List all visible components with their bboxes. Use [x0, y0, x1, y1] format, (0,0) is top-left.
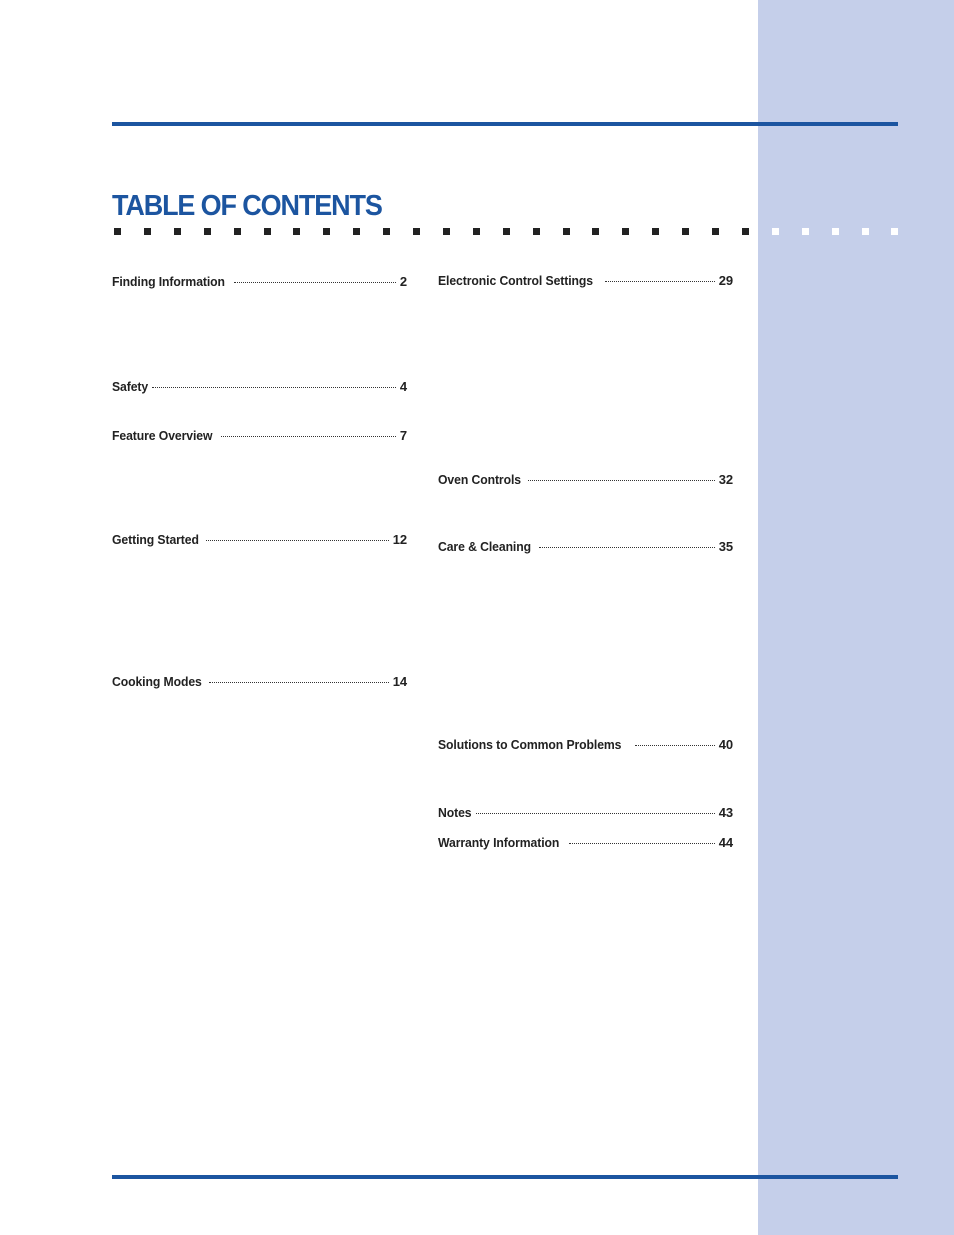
toc-entry-getting-started[interactable] [112, 532, 407, 550]
divider-dot [622, 228, 629, 235]
toc-label: Electronic Control Settings [438, 273, 593, 288]
toc-page-number: 12 [392, 532, 407, 547]
toc-label: Oven Controls [438, 472, 521, 487]
toc-leader [569, 842, 715, 844]
divider-dot [323, 228, 330, 235]
toc-leader [605, 280, 715, 282]
toc-entry-warranty-information[interactable] [438, 835, 733, 853]
toc-leader [209, 681, 388, 683]
divider-dot [862, 228, 869, 235]
toc-entry-solutions-common-problems[interactable] [438, 737, 733, 755]
divider-dot [592, 228, 599, 235]
toc-leader [476, 812, 715, 814]
toc-leader [539, 546, 715, 548]
toc-label: Getting Started [112, 532, 199, 547]
bottom-rule [112, 1175, 898, 1179]
divider-dot [742, 228, 749, 235]
toc-label: Care & Cleaning [438, 539, 531, 554]
divider-dot [293, 228, 300, 235]
divider-dot [204, 228, 211, 235]
divider-dot [473, 228, 480, 235]
toc-entry-safety[interactable] [112, 379, 407, 397]
toc-entry-feature-overview[interactable] [112, 428, 407, 446]
toc-label: Notes [438, 805, 472, 820]
toc-label: Finding Information [112, 274, 225, 289]
divider-dot [712, 228, 719, 235]
toc-page-number: 2 [399, 274, 407, 289]
toc-label: Safety [112, 379, 149, 394]
toc-label: Solutions to Common Problems [438, 737, 622, 752]
toc-leader [152, 386, 395, 388]
toc-entry-notes[interactable] [438, 805, 733, 823]
toc-leader [635, 744, 715, 746]
divider-dot [802, 228, 809, 235]
toc-page-number: 44 [718, 835, 733, 850]
toc-entry-oven-controls[interactable] [438, 472, 733, 490]
toc-leader [221, 435, 396, 437]
toc-page-number: 35 [718, 539, 733, 554]
toc-page-number: 4 [399, 379, 407, 394]
side-band [758, 0, 954, 1235]
toc-page-number: 32 [718, 472, 733, 487]
toc-label: Warranty Information [438, 835, 560, 850]
toc-page-number: 29 [718, 273, 733, 288]
divider-dot [174, 228, 181, 235]
toc-label: Cooking Modes [112, 674, 202, 689]
top-rule [112, 122, 898, 126]
toc-label: Feature Overview [112, 428, 213, 443]
divider-dot [413, 228, 420, 235]
divider-dot [234, 228, 241, 235]
toc-page-number: 14 [392, 674, 407, 689]
toc-entry-finding-information[interactable] [112, 274, 407, 292]
divider-dot [383, 228, 390, 235]
page-title: TABLE OF CONTENTS [112, 190, 382, 222]
divider-dot [443, 228, 450, 235]
toc-entry-cooking-modes[interactable] [112, 674, 407, 692]
toc-entry-care-cleaning[interactable] [438, 539, 733, 557]
divider-dot [772, 228, 779, 235]
divider-dot [832, 228, 839, 235]
divider-dot [682, 228, 689, 235]
divider-dot [114, 228, 121, 235]
divider-dot [264, 228, 271, 235]
divider-dot [353, 228, 360, 235]
toc-page-number: 43 [718, 805, 733, 820]
divider-dot [503, 228, 510, 235]
divider-dot [652, 228, 659, 235]
divider-dot [563, 228, 570, 235]
divider-dot [891, 228, 898, 235]
divider-dot [533, 228, 540, 235]
toc-leader [528, 479, 714, 481]
toc-page-number: 40 [718, 737, 733, 752]
toc-leader [206, 539, 388, 541]
divider-dot [144, 228, 151, 235]
toc-page-number: 7 [399, 428, 407, 443]
toc-entry-electronic-control-settings[interactable] [438, 273, 733, 291]
toc-leader [234, 281, 396, 283]
